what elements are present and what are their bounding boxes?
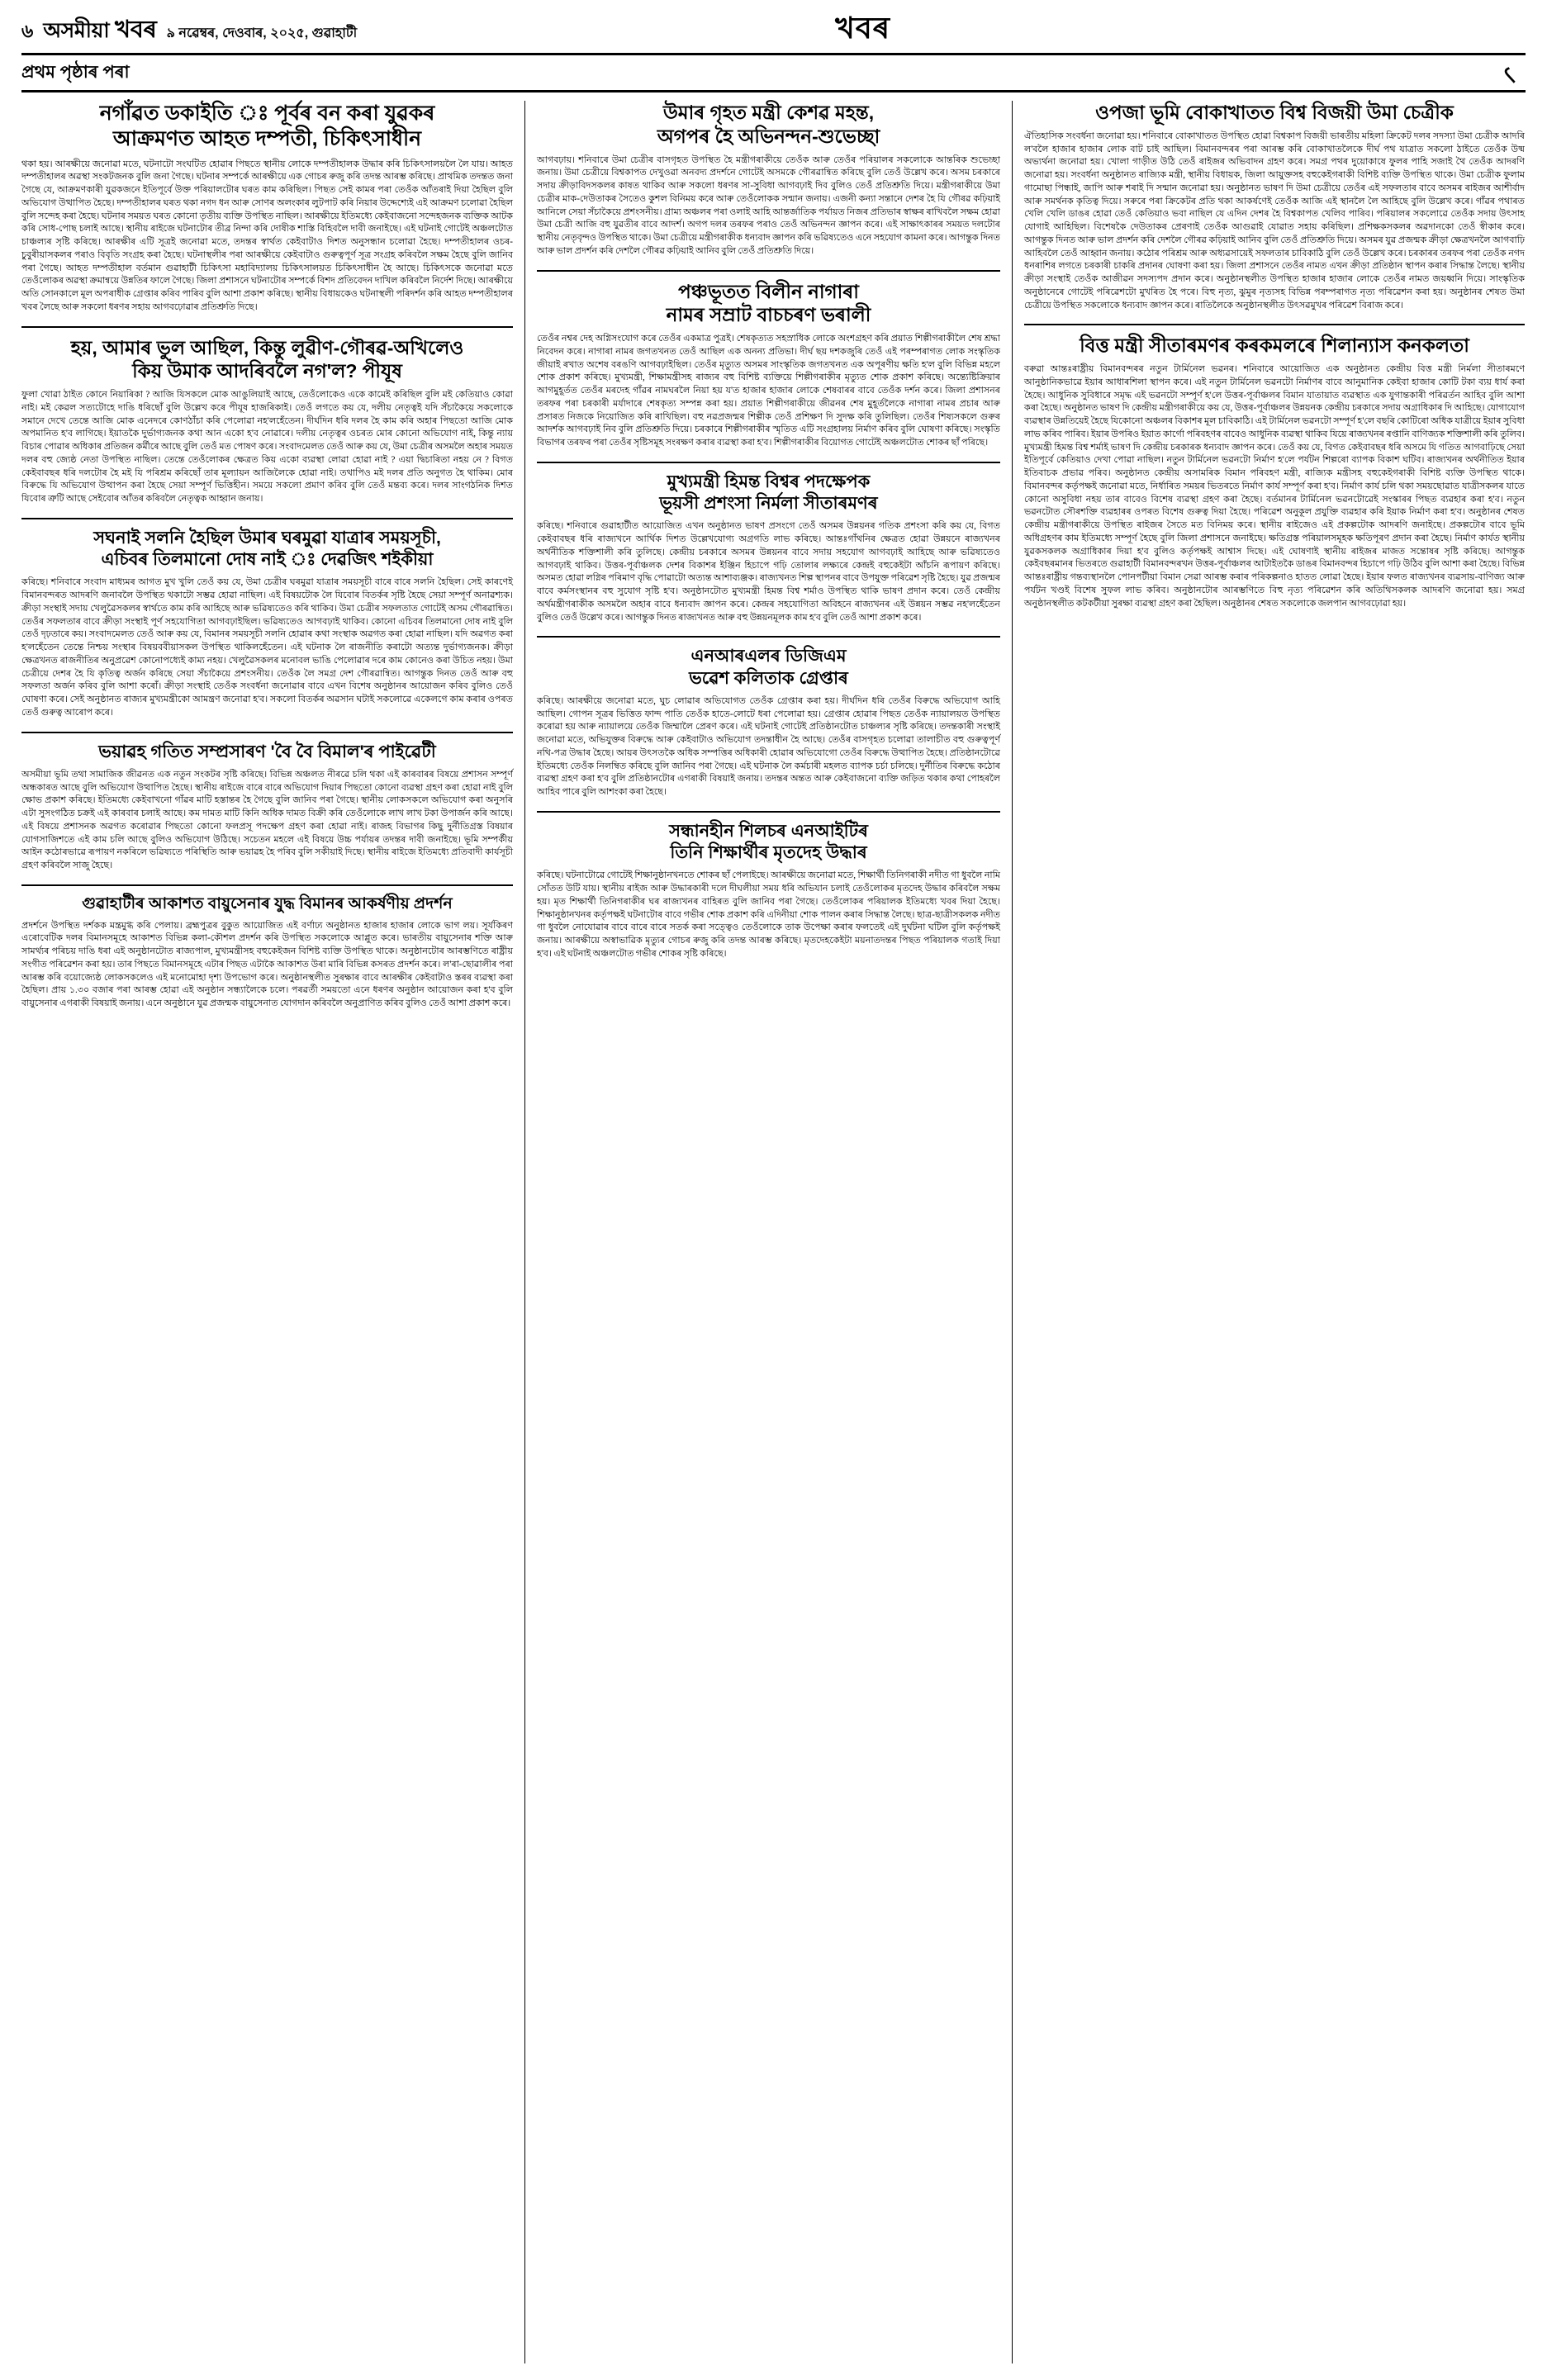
- issue-date: ৯ নৱেম্বৰ, দেওবাৰ, ২০২৫, গুৱাহাটী: [166, 26, 358, 40]
- headline-line: ওপজা ভূমি বোকাখাতত বিশ্ব বিজয়ী উমা চেত্ৰীক: [1095, 102, 1454, 123]
- article-headline: [537, 280, 1000, 328]
- article-body: ঐতিহাসিক সংবৰ্ধনা জনোৱা হয়। শনিবাৰে বোকাখাতত উপস্থিত হোৱা বিশ্বকাপ বিজয়ী ভাৰতীয় মহিলা ক্ৰিকেট দলৰ সদস্যা উমা চেত্ৰীক আদৰি ল'বলৈ হাজাৰ হাজাৰ লোক বাট চাই আছিল। বিমানবন্দৰৰ পৰা আৰম্ভ কৰি বোকাখাতলৈকে দীৰ্ঘ পথ যাত্ৰাত সকলো ঠাইতে তেওঁক উষ্ম অভ্যৰ্থনা জনোৱা হয়। খোলা গাড়ীত উঠি তেওঁ ৰাইজৰ অভিবাদন গ্ৰহণ কৰে। সমগ্ৰ পথৰ দুয়োকাষে ফুলৰ পাহি সজাই থৈ তেওঁক আদৰণি জনোৱা হয়। সংবৰ্ধনা অনুষ্ঠানত ৰাজ্যিক মন্ত্ৰী, স্থানীয় বিধায়ক, জিলা আয়ুক্তসহ বহুকেইগৰাকী বিশিষ্ট ব্যক্তি উপস্থিত থাকে। উমা চেত্ৰীক ফুলাম গামোছা পিন্ধাই, জাপি আৰু শৰাই দি সন্মান জনোৱা হয়। অনুষ্ঠানত ভাষণ দি উমা চেত্ৰীয়ে তেওঁৰ এই সফলতাৰ বাবে অসমৰ ৰাইজৰ আশীৰ্বাদ আৰু সমৰ্থনক কৃতিত্ব দিয়ে। সৰুৰে পৰা ক্ৰিকেটৰ প্ৰতি থকা আকৰ্ষণেই তেওঁক আজি এই স্থানলৈ লৈ আহিছে বুলি উল্লেখ কৰে। গাঁৱৰ পথাৰত খেলি খেলি ডাঙৰ হোৱা তেওঁ কেতিয়াও ভবা নাছিল যে এদিন দেশৰ হৈ বিশ্বকাপত খেলিব পাৰিব। পৰিয়ালৰ সকলোৱে তেওঁক সদায় উৎসাহ যোগাই আহিছিল। বিশেষকৈ দেউতাকৰ প্ৰেৰণাই তেওঁক আগুৱাই যোৱাত সহায় কৰিছিল। প্ৰশিক্ষকসকলৰ অৱদানকো তেওঁ স্বীকাৰ কৰে। আগন্তুক দিনত আৰু ভাল প্ৰদৰ্শন কৰি দেশলৈ গৌৰৱ কঢ়িয়াই আনিব বুলি তেওঁ প্ৰতিশ্ৰুতি দিয়ে। অসমৰ যুৱ প্ৰজন্মক ক্ৰীড়া ক্ষেত্ৰখনলৈ আগবাঢ়ি আহিবলৈ তেওঁ আহ্বান জনায়। কঠোৰ পৰিশ্ৰম আৰু অধ্যৱসায়েই সফলতাৰ চাবিকাঠি বুলি তেওঁ উল্লেখ কৰে। চৰকাৰৰ তৰফৰ পৰা তেওঁক নগদ ধনৰাশিৰ লগতে চৰকাৰী চাকৰি প্ৰদানৰ ঘোষণা কৰা হয়। জিলা প্ৰশাসনে তেওঁৰ নামত এখন ক্ৰীড়া প্ৰতিষ্ঠান স্থাপন কৰাৰ সিদ্ধান্ত লৈছে। স্থানীয় ক্ৰীড়া সংস্থাই তেওঁক আজীৱন সদস্যপদ প্ৰদান কৰে। অনুষ্ঠানস্থলীত উপস্থিত হাজাৰ হাজাৰ লোকে তেওঁৰ নামত জয়ধ্বনি দিয়ে। সাংস্কৃতিক অনুষ্ঠানেৰে গোটেই পৰিৱেশটো মুখৰিত হৈ পৰে। বিহু নৃত্য, ঝুমুৰ নৃত্যসহ বিভিন্ন পৰম্পৰাগত নৃত্য পৰিৱেশন কৰা হয়। অনুষ্ঠানৰ শেষত উমা চেত্ৰীয়ে উপস্থিত সকলোকে ধন্যবাদ জ্ঞাপন কৰে। ৰাতিলৈকে অনুষ্ঠানস্থলীত উৎসৱমুখৰ পৰিৱেশ বিৰাজ কৰে।: [1024, 130, 1525, 311]
- headline-line: হয়, আমাৰ ভুল আছিল, কিন্তু লুৱীণ-গৌৰৱ-অখিলেও: [70, 336, 464, 358]
- column-3: [1013, 101, 1525, 2363]
- article-headline: [1024, 101, 1525, 125]
- paper-name-part2: খবৰ: [114, 16, 157, 43]
- masthead: [21, 12, 1526, 55]
- article-panchabhut: [537, 280, 1000, 450]
- article-headline: [21, 528, 513, 571]
- article-dacoity: [21, 101, 513, 315]
- article-sitharaman-shilanyas: [1024, 334, 1525, 610]
- article-headline: [21, 101, 513, 153]
- article-headline: [21, 894, 513, 914]
- headline-line: গুৱাহাটীৰ আকাশত বায়ুসেনাৰ যুদ্ধ বিমানৰ আকৰ্ষণীয় প্ৰদৰ্শন: [82, 894, 453, 913]
- article-body: প্ৰদৰ্শনে উপস্থিত দৰ্শকক মন্ত্ৰমুগ্ধ কৰি পেলায়। ব্ৰহ্মপুত্ৰৰ বুকুত আয়োজিত এই বৰ্ণাঢ্য অনুষ্ঠানত হাজাৰ হাজাৰ লোকে ভাগ লয়। সূৰ্যকিৰণ এৰোবেটিক দলৰ বিমানসমূহে আকাশত বিভিন্ন কলা-কৌশল প্ৰদৰ্শন কৰি উপস্থিত সকলোকে আপ্লুত কৰে। ভাৰতীয় বায়ুসেনাৰ শক্তি আৰু সামৰ্থ্যৰ পৰিচয় দাঙি ধৰা এই অনুষ্ঠানটোত ৰাজ্যপাল, মুখ্যমন্ত্ৰীসহ বহুকেইজন বিশিষ্ট ব্যক্তি উপস্থিত থাকে। অনুষ্ঠানটোৰ আৰম্ভণিতে ৰাষ্ট্ৰীয় সংগীত পৰিৱেশন কৰা হয়। তাৰ পিছতে বিমানসমূহে এটাৰ পিছত এটাকৈ আকাশত উৰা মাৰি বিভিন্ন কসৰত প্ৰদৰ্শন কৰে। ল'ৰা-ছোৱালীৰ পৰা আৰম্ভ কৰি বয়োজ্যেষ্ঠ লোকসকলেও এই মনোমোহা দৃশ্য উপভোগ কৰে। অনুষ্ঠানস্থলীত সুৰক্ষাৰ বাবে আৰক্ষীৰ কেইবাটাও স্তৰৰ ব্যৱস্থা কৰা হৈছিল। প্ৰায় ১.৩০ বজাৰ পৰা আৰম্ভ হোৱা এই অনুষ্ঠান সন্ধ্যালৈকে চলে। পৰৱৰ্তী সময়তো এনে ধৰণৰ অনুষ্ঠান আয়োজন কৰা হ'ব বুলি বায়ুসেনাৰ এগৰাকী বিষয়াই জনায়। এনে অনুষ্ঠানে যুৱ প্ৰজন্মক বায়ুসেনাত যোগদান কৰিবলৈ অনুপ্ৰাণিত কৰিব বুলিও তেওঁ আশা প্ৰকাশ কৰে।: [21, 920, 513, 1008]
- paper-name: [43, 11, 156, 51]
- columns-container: [21, 101, 1526, 2363]
- headline-line: সন্ধানহীন শিলচৰ এনআইটিৰ: [669, 821, 868, 841]
- divider: [21, 732, 513, 733]
- article-nrl-dgm: [537, 646, 1000, 799]
- article-body: তেওঁৰ নশ্বৰ দেহ অগ্নিসংযোগ কৰে তেওঁৰ একমাত্ৰ পুত্ৰই। শেষকৃত্যত সহস্ৰাধিক লোকে অংশগ্ৰহণ কৰি প্ৰয়াত শিল্পীগৰাকীলৈ শেষ শ্ৰদ্ধা নিবেদন কৰে। নাগাৰা নামৰ জগতখনত তেওঁ আছিল এক অনন্য প্ৰতিভা। দীৰ্ঘ ছয় দশকজুৰি তেওঁ এই পৰম্পৰাগত লোক সংস্কৃতিক জীয়াই ৰখাত অশেষ বৰঙণি আগবঢ়াইছিল। তেওঁৰ মৃত্যুত অসমৰ সাংস্কৃতিক জগতখনত এক অপূৰণীয় ক্ষতি হ'ল বুলি বিভিন্ন মহলে শোক প্ৰকাশ কৰিছে। মুখ্যমন্ত্ৰী, শিক্ষামন্ত্ৰীসহ ৰাজ্যৰ বহু বিশিষ্ট ব্যক্তিয়ে শিল্পীগৰাকীৰ মৃত্যুত শোক প্ৰকাশ কৰিছে। অন্ত্যেষ্টিক্ৰিয়াৰ আগমুহূৰ্তত তেওঁৰ মৰদেহ গাঁৱৰ নামঘৰলৈ নিয়া হয় য'ত হাজাৰ হাজাৰ লোকে শেষবাৰৰ বাবে তেওঁক দৰ্শন কৰে। জিলা প্ৰশাসনৰ তৰফৰ পৰা চৰকাৰী মৰ্যাদাৰে শেষকৃত্য সম্পন্ন কৰা হয়। প্ৰয়াত শিল্পীগৰাকীয়ে জীৱনৰ শেষ মুহূৰ্তলৈকে নাগাৰা নামৰ প্ৰচাৰ আৰু প্ৰসাৰত নিজকে নিয়োজিত কৰি ৰাখিছিল। বহু নৱপ্ৰজন্মৰ শিল্পীক তেওঁ প্ৰশিক্ষণ দি সুদক্ষ কৰি তুলিছিল। তেওঁৰ শিষ্যসকলে গুৰুৰ আদৰ্শক আগবঢ়াই নিব বুলি প্ৰতিশ্ৰুতি দিয়ে। চৰকাৰে শিল্পীগৰাকীৰ স্মৃতিত এটি সংগ্ৰহালয় নিৰ্মাণ কৰিব বুলি ঘোষণা কৰিছে। সংস্কৃতি বিভাগৰ তৰফৰ পৰা তেওঁৰ সৃষ্টিসমূহ সংৰক্ষণ কৰাৰ ব্যৱস্থা কৰা হ'ব। শিল্পীগৰাকীৰ বিয়োগত গোটেই অঞ্চলটোত শোকৰ ছাঁ পৰিছে।: [537, 334, 1000, 448]
- headline-line: মুখ্যমন্ত্ৰী হিমন্ত বিশ্বৰ পদক্ষেপক: [667, 472, 871, 491]
- article-silchar-nit: [537, 821, 1000, 961]
- article-headline: [21, 742, 513, 763]
- paper-name-part1: অসমীয়া: [43, 18, 110, 42]
- article-body: ফুলা খোৱা ঠাইত কোনে নিয়াৰিকা ? আজি যিসকলে মোক আঙুলিয়াই আছে, তেওঁলোকেও একে কামেই কৰিছিল বুলি মই কেতিয়াও কোৱা নাই। মই কেৱল সত্যটোহে দাঙি ধৰিছোঁ বুলি উল্লেখ কৰে পীযূষ হাজৰিকাই। তেওঁ লগতে কয় যে, দলীয় নেতৃত্বই যদি সঁচাকৈয়ে সকলোকে সমানে দেখে তেন্তে আজি মোক এনেদৰে কোণঠাঁচা কৰি পেলোৱা নহ'লহেঁতেন। দীৰ্ঘদিন ধৰি দলৰ হৈ কাম কৰি অহাৰ পিছতো আজি মোক অপমানিত হ'ব লাগিছে। ইয়াতকৈ দুৰ্ভাগ্যজনক কথা আন একো হ'ব নোৱাৰে। দলীয় নেতৃত্বৰ ওচৰত মোৰ কোনো অভিযোগ নাই, কিন্তু ন্যায় বিচাৰ পোৱাৰ অধিকাৰ প্ৰতিজন কৰ্মীৰে আছে বুলি তেওঁ মত পোষণ কৰে। সংবাদমেলত তেওঁ আৰু কয় যে, উমা চেত্ৰীৰ অসমলৈ অহাৰ সময়ত দলৰ বহু জ্যেষ্ঠ নেতা উপস্থিত নাছিল। তেন্তে তেওঁলোকৰ ক্ষেত্ৰত কিয় একো ব্যৱস্থা লোৱা হোৱা নাই ? এয়া দ্বিচাৰিতা নহয় নে ? বিগত কেইবাবছৰ ধৰি দলটোৰ হৈ মই যি পৰিশ্ৰম কৰিছোঁ তাৰ মূল্যায়ন আজিলৈকে হোৱা নাই। তথাপিও মই দলৰ প্ৰতি অনুগত হৈ থাকিম। মোৰ বিৰুদ্ধে যি অভিযোগ উত্থাপন কৰা হৈছে সেয়া সম্পূৰ্ণ ভিত্তিহীন। সময়ে সকলো প্ৰমাণ কৰিব বুলি তেওঁ মন্তব্য কৰে। দলৰ সাংগঠনিক দিশত যিবোৰ ত্ৰুটি আছে সেইবোৰ আঁতৰ কৰিবলৈ নেতৃত্বক আহ্বান জনায়।: [21, 390, 513, 504]
- headline-line: পঞ্চভূতত বিলীন নাগাৰা: [678, 280, 859, 302]
- masthead-left: [21, 11, 357, 51]
- brand-title: খবৰ: [835, 12, 891, 45]
- column-1: [21, 101, 525, 2363]
- article-headline: [537, 472, 1000, 515]
- article-airforce: [21, 894, 513, 1011]
- article-headline: [21, 336, 513, 384]
- article-headline: [1024, 334, 1525, 358]
- article-flight: [21, 528, 513, 720]
- divider: [1024, 324, 1525, 325]
- divider: [537, 811, 1000, 813]
- article-apology: [21, 336, 513, 506]
- ornament-icon: ৻: [1503, 61, 1516, 88]
- headline-line: ভূয়সী প্ৰশংসা নিৰ্মলা সীতাৰমণৰ: [659, 494, 878, 513]
- article-cm-praise: [537, 472, 1000, 625]
- masthead-center: [357, 6, 1369, 55]
- article-bibimalai: [21, 742, 513, 873]
- headline-line: তিনি শিক্ষাৰ্থীৰ মৃতদেহ উদ্ধাৰ: [670, 843, 867, 862]
- article-keshab: [537, 101, 1000, 258]
- article-body: কৰিছে। আৰক্ষীয়ে জনোৱা মতে, ঘুচ লোৱাৰ অভিযোগত তেওঁক গ্ৰেপ্তাৰ কৰা হয়। দীৰ্ঘদিন ধৰি তেওঁৰ বিৰুদ্ধে অভিযোগ আহি আছিল। গোপন সূত্ৰৰ ভিত্তিত ফান্দ পাতি তেওঁক হাতে-লোটে ধৰা পেলোৱা হয়। গ্ৰেপ্তাৰ হোৱাৰ পিছত তেওঁক ন্যায়ালয়ত উপস্থিত কৰোৱা হয় আৰু ন্যায়ালয়ে তেওঁক জিম্মালৈ প্ৰেৰণ কৰে। এই ঘটনাই গোটেই প্ৰতিষ্ঠানটোত চাঞ্চল্যৰ সৃষ্টি কৰিছে। তদন্তকাৰী সংস্থাই জনোৱা মতে, অভিযুক্তৰ বিৰুদ্ধে আৰু কেইবাটাও অভিযোগ তদন্তাধীন হৈ আছে। তেওঁৰ বাসগৃহত চলোৱা তালাচীত বহু গুৰুত্বপূৰ্ণ নথি-পত্ৰ উদ্ধাৰ হৈছে। আয়ৰ উৎসতকৈ অধিক সম্পত্তিৰ অধিকাৰী হোৱাৰ অভিযোগো তেওঁৰ বিৰুদ্ধে উত্থাপিত হৈছে। প্ৰতিষ্ঠানটোৱে ইতিমধ্যে তেওঁক নিলম্বিত কৰিছে বুলি জানিব পৰা গৈছে। এই ঘটনাক লৈ কৰ্মচাৰী মহলত ব্যাপক চৰ্চা চলিছে। দুৰ্নীতিৰ বিৰুদ্ধে কঠোৰ ব্যৱস্থা গ্ৰহণ কৰা হ'ব বুলি প্ৰতিষ্ঠানটোৰ এগৰাকী বিষয়াই জনায়। তদন্তৰ অন্তত আৰু কেইবাজনো ব্যক্তি জড়িত থকাৰ কথা পোহৰলৈ আহিব পাৰে বুলি আশংকা কৰা হৈছে।: [537, 695, 1000, 797]
- divider: [537, 270, 1000, 272]
- article-body: অসমীয়া ভূমি তথা সামাজিক জীৱনত এক নতুন সংকটৰ সৃষ্টি কৰিছে। বিভিন্ন অঞ্চলত নীৰৱে চলি থকা এই কাৰবাৰৰ বিষয়ে প্ৰশাসন সম্পূৰ্ণ অন্ধকাৰত আছে বুলি অভিযোগ উত্থাপিত হৈছে। স্থানীয় ৰাইজে বাৰে বাৰে অভিযোগ দিয়াৰ পিছতো কোনো ব্যৱস্থা গ্ৰহণ কৰা হোৱা নাই বুলি ক্ষোভ প্ৰকাশ কৰিছে। ইতিমধ্যে কেইবাখনো গাঁৱৰ মাটি হস্তান্তৰ হৈ গৈছে বুলি জানিব পৰা গৈছে। স্থানীয় লোকসকলে অভিযোগ কৰা অনুসৰি এটা সুসংগঠিত চক্ৰই এই কাৰবাৰ চলাই আছে। কম দামত মাটি কিনি অধিক দামত বিক্ৰী কৰি তেওঁলোকে লাখ লাখ টকা উপাৰ্জন কৰি আছে। এই বিষয়ে প্ৰশাসনক অৱগত কৰোৱাৰ পিছতো কোনো ফলপ্ৰসূ পদক্ষেপ গ্ৰহণ কৰা হোৱা নাই। ৰাজহ বিভাগৰ কিছু দুৰ্নীতিগ্ৰস্ত বিষয়াৰ যোগসাজিশতে এই কাম চলি আছে বুলিও অভিযোগ উঠিছে। সচেতন মহলে এই বিষয়ে উচ্চ পৰ্যায়ৰ তদন্তৰ দাবী জনাইছে। ভূমি সম্পৰ্কীয় আইন কঠোৰভাৱে ৰূপায়ণ নকৰিলে ভৱিষ্যতে পৰিস্থিতি আৰু ভয়াৱহ হৈ পৰিব বুলি সকীয়াই দিছে। স্থানীয় ৰাইজে ইতিমধ্যে প্ৰতিবাদী কাৰ্যসূচী গ্ৰহণ কৰিবলৈ সাজু হৈছে।: [21, 769, 513, 870]
- section-title: প্ৰথম পৃষ্ঠাৰ পৰা: [21, 63, 130, 82]
- headline-line: এনআৰএলৰ ডিজিএম: [690, 647, 847, 666]
- headline-line: কিয় উমাক আদৰিবলৈ নগ'ল? পীযূষ: [132, 360, 402, 382]
- headline-line: আক্ৰমণত আহত দম্পতী, চিকিৎসাধীন: [112, 127, 422, 151]
- article-body: থকা হয়। আৰক্ষীয়ে জনোৱা মতে, ঘটনাটো সংঘটিত হোৱাৰ পিছতে স্থানীয় লোকে দম্পতীহালক উদ্ধাৰ কৰি চিকিৎসালয়লৈ লৈ যায়। আহত দম্পতীহালৰ অৱস্থা সংকটজনক বুলি জনা গৈছে। ঘটনাৰ সম্পৰ্কে আৰক্ষীয়ে এক গোচৰ ৰুজু কৰি তদন্ত আৰম্ভ কৰিছে। প্ৰাথমিক তদন্তত জনা গৈছে যে, আক্ৰমণকাৰী যুৱকজনে ইতিপূৰ্বে উক্ত পৰিয়ালটোৰ ঘৰত কাম কৰিছিল। পিছত সেই কামৰ পৰা তেওঁক আঁতৰাই দিয়া হৈছিল বুলি অভিযোগ উত্থাপিত হৈছে। দম্পতীহালৰ ঘৰত থকা নগদ ধন আৰু সোণৰ অলংকাৰ লুটপাট কৰি নিয়াৰ উদ্দেশ্যেই এই আক্ৰমণ চলোৱা হৈছিল বুলি সন্দেহ কৰা হৈছে। ঘটনাৰ সময়ত ঘৰত কোনো তৃতীয় ব্যক্তি উপস্থিত নাছিল। আৰক্ষীয়ে ইতিমধ্যে কেইবাজনো সন্দেহজনক ব্যক্তিক আটক কৰি সোধ-পোছ চলাই আছে। স্থানীয় ৰাইজে ঘটনাটোৰ তীব্ৰ নিন্দা কৰি দোষীক শাস্তি বিহিবলৈ দাবী জনাইছে। এই ঘটনাই গোটেই অঞ্চলটোত চাঞ্চল্যৰ সৃষ্টি কৰিছে। আৰক্ষীৰ এটি সূত্ৰই জনোৱা মতে, তদন্তৰ স্বাৰ্থত কেইবাটাও দিশত অনুসন্ধান চলোৱা হৈছে। দম্পতীহালৰ ওচৰ-চুবুৰীয়াসকলৰ পৰাও বিবৃতি সংগ্ৰহ কৰা হৈছে। ঘটনাস্থলীৰ পৰা আৰক্ষীয়ে কেইবাটাও গুৰুত্বপূৰ্ণ সূত্ৰ সংগ্ৰহ কৰিবলৈ সক্ষম হৈছে বুলি জানিব পৰা গৈছে। আহত দম্পতীহাল বৰ্তমান গুৱাহাটী চিকিৎসা মহাবিদ্যালয় চিকিৎসালয়ত চিকিৎসাধীন হৈ আছে। চিকিৎসকে জনোৱা মতে তেওঁলোকৰ অৱস্থা ক্ৰমান্বয়ে উন্নতিৰ ফালে গৈছে। জিলা প্ৰশাসনে ঘটনাটোৰ সম্পৰ্কে বিশদ প্ৰতিবেদন দাখিল কৰিবলৈ নিৰ্দেশ দিছে। আৰক্ষীয়ে অতি সোনকালে মূল অপৰাধীক গ্ৰেপ্তাৰ কৰিব পাৰিব বুলি আশা প্ৰকাশ কৰিছে। স্থানীয় বিধায়কেও ঘটনাস্থলী পৰিদৰ্শন কৰি আহত দম্পতীহালৰ খবৰ লৈছে আৰু সকলো ধৰণৰ সহায় আগবঢ়োৱাৰ প্ৰতিশ্ৰুতি দিছে।: [21, 159, 513, 312]
- article-body: বৰুৱা আন্তঃৰাষ্ট্ৰীয় বিমানবন্দৰৰ নতুন টাৰ্মিনেল ভৱনৰ। শনিবাৰে আয়োজিত এক অনুষ্ঠানত কেন্দ্ৰীয় বিত্ত মন্ত্ৰী নিৰ্মলা সীতাৰমণে আনুষ্ঠানিকভাৱে ইয়াৰ আধাৰশিলা স্থাপন কৰে। এই নতুন টাৰ্মিনেল ভৱনটো নিৰ্মাণৰ বাবে আনুমানিক কেইবা হাজাৰ কোটি টকা ব্যয় ধাৰ্য কৰা হৈছে। আধুনিক সুবিধাৰে সমৃদ্ধ এই ভৱনটো সম্পূৰ্ণ হ'লে উত্তৰ-পূৰ্বাঞ্চলৰ বিমান যাতায়াত ব্যৱস্থাত এক যুগান্তকাৰী পৰিৱৰ্তন আহিব বুলি আশা কৰা হৈছে। অনুষ্ঠানত ভাষণ দি কেন্দ্ৰীয় মন্ত্ৰীগৰাকীয়ে কয় যে, উত্তৰ-পূৰ্বাঞ্চলৰ উন্নয়নক কেন্দ্ৰীয় চৰকাৰে সদায় অগ্ৰাধিকাৰ দি আহিছে। যোগাযোগ ব্যৱস্থাৰ উন্নতিয়েই হৈছে যিকোনো অঞ্চলৰ বিকাশৰ মূল চাবিকাঠি। এই টাৰ্মিনেল ভৱনটো সম্পূৰ্ণ হ'লে বছৰি কোটিৰো অধিক যাত্ৰীয়ে ইয়াৰ সুবিধা লাভ কৰিব পাৰিব। ইয়াৰ উপৰিও ইয়াত কাৰ্গো পৰিবহণৰ বাবেও আধুনিক ব্যৱস্থা থাকিব যিয়ে ৰাজ্যখনৰ ৰপ্তানি বাণিজ্যক শক্তিশালী কৰি তুলিব। মুখ্যমন্ত্ৰী হিমন্ত বিশ্ব শৰ্মাই ভাষণ দি কেন্দ্ৰীয় চৰকাৰক ধন্যবাদ জ্ঞাপন কৰে। তেওঁ কয় যে, বিগত কেইবাবছৰ ধৰি অসমে যি গতিত আগবাঢ়িছে সেয়া ইতিপূৰ্বে কেতিয়াও দেখা পোৱা নাছিল। নতুন টাৰ্মিনেল ভৱনটো নিৰ্মাণ হ'লে পৰ্যটন শিল্পৰো ব্যাপক বিকাশ ঘটিব। ৰাজ্যখনৰ অৰ্থনীতিত ইয়াৰ ইতিবাচক প্ৰভাৱ পৰিব। অনুষ্ঠানত কেন্দ্ৰীয় অসামৰিক বিমান পৰিবহণ মন্ত্ৰী, ৰাজ্যিক মন্ত্ৰীসহ বহুকেইগৰাকী বিশিষ্ট ব্যক্তি উপস্থিত থাকে। বিমানবন্দৰ কৰ্তৃপক্ষই জনোৱা মতে, নিৰ্ধাৰিত সময়ৰ ভিতৰতে নিৰ্মাণ কাৰ্য সম্পূৰ্ণ কৰা হ'ব। নিৰ্মাণ কাৰ্য চলি থকা সময়ছোৱাত যাত্ৰীসকলৰ যাতে কোনো অসুবিধা নহয় তাৰ বাবেও বিশেষ ব্যৱস্থা গ্ৰহণ কৰা হৈছে। বৰ্তমানৰ টাৰ্মিনেল ভৱনটোৱেই সংস্কাৰৰ পিছত ব্যৱহাৰ কৰা হ'ব। নতুন ভৱনটোত সৌৰশক্তি ব্যৱহাৰৰ ওপৰত বিশেষ গুৰুত্ব দিয়া হৈছে। পৰিৱেশ অনুকূল প্ৰযুক্তি ব্যৱহাৰ কৰি ইয়াক নিৰ্মাণ কৰা হ'ব। অনুষ্ঠানৰ শেষত কেন্দ্ৰীয় মন্ত্ৰীগৰাকীয়ে উপস্থিত ৰাইজৰ সৈতে মত বিনিময় কৰে। স্থানীয় ৰাইজেও এই প্ৰকল্পটোক আদৰণি জনাইছে। প্ৰকল্পটোৰ বাবে ভূমি অধিগ্ৰহণৰ কাম ইতিমধ্যে সম্পূৰ্ণ হৈছে বুলি জিলা প্ৰশাসনে জনাইছে। ক্ষতিগ্ৰস্ত পৰিয়ালসমূহক ক্ষতিপূৰণ প্ৰদান কৰা হৈছে। নিৰ্মাণ কাৰ্যত স্থানীয় যুৱকসকলক অগ্ৰাধিকাৰ দিয়া হ'ব বুলিও কৰ্তৃপক্ষই আশ্বাস দিছে। এই ঘোষণাই স্থানীয় ৰাইজৰ মাজত সন্তোষৰ সৃষ্টি কৰিছে। আগন্তুক কেইবছৰমানৰ ভিতৰতে গুৱাহাটী বিমানবন্দৰখন উত্তৰ-পূৰ্বাঞ্চলৰ আটাইতকৈ ডাঙৰ বিমানবন্দৰ হিচাপে গঢ়ি উঠিব বুলি আশা কৰা হৈছে। বিভিন্ন আন্তঃৰাষ্ট্ৰীয় গন্তব্যস্থানলৈ পোনপটীয়া বিমান সেৱা আৰম্ভ কৰাৰ পৰিকল্পনাও হাতত লোৱা হৈছে। ইয়াৰ ফলত ৰাজ্যখনৰ ব্যৱসায়-বাণিজ্য আৰু পৰ্যটন খণ্ডই বিশেষ সুফল লাভ কৰিব। অনুষ্ঠানটোৰ আৰম্ভণিতে বিহু নৃত্য পৰিৱেশন কৰি অতিথিসকলক আদৰণি জনোৱা হয়। সমগ্ৰ অনুষ্ঠানস্থলীত কটকটীয়া সুৰক্ষা ব্যৱস্থা গ্ৰহণ কৰা হৈছিল। অনুষ্ঠানৰ শেষত সকলোকে জলপান আগবঢ়োৱা হয়।: [1024, 364, 1525, 609]
- headline-line: উমাৰ গৃহত মন্ত্ৰী কেশৱ মহন্ত,: [662, 102, 875, 123]
- column-2: [525, 101, 1013, 2363]
- article-headline: [537, 646, 1000, 690]
- article-body: কৰিছে। শনিবাৰে সংবাদ মাধ্যমৰ আগত মুখ খুলি তেওঁ কয় যে, উমা চেত্ৰীৰ ঘৰমুৱা যাত্ৰাৰ সময়সূচী বাৰে বাৰে সলনি হৈছিল। সেই কাৰণেই বিমানবন্দৰত আদৰণি জনাবলৈ উপস্থিত থকাটো সম্ভৱ হোৱা নাছিল। এই বিষয়টোক লৈ যিবোৰ বিতৰ্কৰ সৃষ্টি হৈছে সেয়া সম্পূৰ্ণ অনাৱশ্যক। ক্ৰীড়া সংস্থাই সদায় খেলুৱৈসকলৰ স্বাৰ্থতে কাম কৰি আহিছে আৰু ভৱিষ্যতেও কৰি থাকিব। উমা চেত্ৰীৰ সফলতাত গোটেই অসম গৌৰৱান্বিত। তেওঁৰ সফলতাৰ বাবে ক্ৰীড়া সংস্থাই পূৰ্ণ সহযোগিতা আগবঢ়াইছিল। ভৱিষ্যতেও আগবঢ়াই থাকিব। কোনো এচিবৰ তিলমানো দোষ নাই বুলি তেওঁ দৃঢ়তাৰে কয়। সংবাদমেলত তেওঁ আৰু কয় যে, বিমানৰ সময়সূচী সলনি হোৱাৰ কথা সংস্থাক অৱগত কৰা হোৱা নাছিল। যদি অৱগত কৰা হ'লহেঁতেন তেন্তে নিশ্চয় সংস্থাৰ বিষয়ববীয়াসকল উপস্থিত থাকিলহেঁতেন। এই ঘটনাক লৈ ৰাজনীতি কৰাটো অত্যন্ত দুৰ্ভাগ্যজনক। ক্ৰীড়া ক্ষেত্ৰখনত ৰাজনীতিৰ অনুপ্ৰৱেশ কোনোপধ্যেই কাম্য নহয়। খেলুৱৈসকলৰ মনোবল ভাঙি পেলোৱাৰ দৰে কাম কোনেও কৰা উচিত নহয়। উমা চেত্ৰীয়ে দেশৰ হৈ যি কৃতিত্ব অৰ্জন কৰিছে সেয়া সঁচাকৈয়ে প্ৰশংসনীয়। তেওঁক লৈ সমগ্ৰ দেশ গৌৰৱান্বিত। আগন্তুক দিনত তেওঁ আৰু বহু সফলতা অৰ্জন কৰিব বুলি আশা কৰোঁ। ক্ৰীড়া সংস্থাই তেওঁক সংবৰ্ধনা জনোৱাৰ বাবে এখন বিশেষ অনুষ্ঠানৰ আয়োজন কৰিব বুলিও তেওঁ ঘোষণা কৰে। সেই অনুষ্ঠানত ৰাজ্যৰ মুখ্যমন্ত্ৰীকো আমন্ত্ৰণ জনোৱা হ'ব। সকলো বিতৰ্কৰ অৱসান ঘটাই সকলোৱে একেলগে কাম কৰাৰ ওপৰত তেওঁ গুৰুত্ব আৰোপ কৰে।: [21, 577, 513, 718]
- divider: [21, 884, 513, 886]
- divider: [537, 636, 1000, 638]
- headline-line: নগাঁৱত ডকাইতি ঃ পূৰ্বৰ বন কৰা যুৱকৰ: [99, 102, 435, 125]
- article-umachetri-main: [1024, 101, 1525, 312]
- article-headline: [537, 101, 1000, 149]
- article-headline: [537, 821, 1000, 865]
- article-body: আগবঢ়ায়। শনিবাৰে উমা চেত্ৰীৰ বাসগৃহত উপস্থিত হৈ মন্ত্ৰীগৰাকীয়ে তেওঁক আৰু তেওঁৰ পৰিয়ালৰ সকলোকে আন্তৰিক শুভেচ্ছা জনায়। উমা চেত্ৰীয়ে বিশ্বকাপত দেখুওৱা অনবদ্য প্ৰদৰ্শনে গোটেই অসমকে গৌৰৱান্বিত কৰিছে বুলি তেওঁ উল্লেখ কৰে। অসম চৰকাৰে সদায় ক্ৰীড়াবিদসকলৰ কাষত থাকিব আৰু সকলো ধৰণৰ সা-সুবিধা আগবঢ়াই দিব বুলিও তেওঁ প্ৰতিশ্ৰুতি দিয়ে। মন্ত্ৰীগৰাকীয়ে উমা চেত্ৰীৰ মাক-দেউতাকৰ সৈতেও কুশল বিনিময় কৰে আৰু তেওঁলোকক সন্মান জনায়। এজনী কন্যা সন্তানে দেশৰ হৈ যি গৌৰৱ কঢ়িয়াই আনিলে সেয়া সঁচাকৈয়ে প্ৰশংসনীয়। গ্ৰাম্য অঞ্চলৰ পৰা ওলাই আহি আন্তৰ্জাতিক পৰ্যায়ত নিজৰ প্ৰতিভাৰ স্বাক্ষৰ ৰাখিবলৈ সক্ষম হোৱা উমা চেত্ৰী আজি বহু যুৱতীৰ বাবে আদৰ্শ। অগপ দলৰ তৰফৰ পৰাও তেওঁ অভিনন্দন জ্ঞাপন কৰে। এই সাক্ষাৎকাৰৰ সময়ত দলটোৰ স্থানীয় নেতৃবৃন্দও উপস্থিত থাকে। উমা চেত্ৰীয়ে মন্ত্ৰীগৰাকীক ধন্যবাদ জ্ঞাপন কৰি ভৱিষ্যতেও এনে সহযোগ কামনা কৰে। আগন্তুক দিনত আৰু ভাল প্ৰদৰ্শন কৰি দেশলৈ গৌৰৱ কঢ়িয়াই আনিব বুলি তেওঁ প্ৰতিশ্ৰুতি দিয়ে।: [537, 154, 1000, 256]
- headline-line: বিত্ত মন্ত্ৰী সীতাৰমণৰ কৰকমলৰে শিলান্যাস কনকলতা: [1080, 334, 1469, 357]
- article-body: কৰিছে। শনিবাৰে গুৱাহাটীত আয়োজিত এখন অনুষ্ঠানত ভাষণ প্ৰসংগে তেওঁ অসমৰ উন্নয়নৰ গতিক প্ৰশংসা কৰি কয় যে, বিগত কেইবাবছৰ ধৰি ৰাজ্যখনে আৰ্থিক দিশত উল্লেখযোগ্য অগ্ৰগতি লাভ কৰিছে। আন্তঃগাঁথনিৰ ক্ষেত্ৰত হোৱা উন্নয়নে ৰাজ্যখনৰ অৰ্থনীতিক শক্তিশালী কৰি তুলিছে। কেন্দ্ৰীয় চৰকাৰে অসমৰ উন্নয়নৰ বাবে সদায় সহযোগ আগবঢ়াই আহিছে আৰু ভৱিষ্যতেও আগবঢ়াই থাকিব। উত্তৰ-পূৰ্বাঞ্চলক দেশৰ বিকাশৰ ইঞ্জিন হিচাপে গঢ়ি তোলাৰ লক্ষ্যৰে কেন্দ্ৰই বহুকেইটা আঁচনি ৰূপায়ণ কৰিছে। অসমত হোৱা লগ্নিৰ পৰিমাণ বৃদ্ধি পোৱাটো অত্যন্ত আশাব্যঞ্জক। ৰাজ্যখনত শিল্প স্থাপনৰ বাবে উপযুক্ত পৰিৱেশ সৃষ্টি হৈছে। যুৱ প্ৰজন্মৰ বাবে কৰ্মসংস্থানৰ বহু সুযোগ সৃষ্টি হ'ব। অনুষ্ঠানটোত মুখ্যমন্ত্ৰী হিমন্ত বিশ্ব শৰ্মাও উপস্থিত থাকি ভাষণ প্ৰদান কৰে। তেওঁ কেন্দ্ৰীয় অৰ্থমন্ত্ৰীগৰাকীক অসমলৈ অহাৰ বাবে ধন্যবাদ জ্ঞাপন কৰে। কেন্দ্ৰৰ সহযোগিতা অবিহনে ৰাজ্যখনৰ এই উন্নয়ন সম্ভৱ নহ'লহেঁতেন বুলিও তেওঁ উল্লেখ কৰে। আগন্তুক দিনত ৰাজ্যখনত আৰু বহু উন্নয়নমূলক কাম হ'ব বুলি তেওঁ আশা প্ৰকাশ কৰে।: [537, 521, 1000, 623]
- headline-line: অগপৰ হৈ অভিনন্দন-শুভেচ্ছা: [657, 125, 880, 147]
- headline-line: সঘনাই সলনি হৈছিল উমাৰ ঘৰমুৱা যাত্ৰাৰ সময়সূচী,: [93, 528, 441, 548]
- divider: [537, 462, 1000, 463]
- headline-line: এচিবৰ তিলমানো দোষ নাই ঃ দেৱজিৎ শইকীয়া: [101, 550, 434, 569]
- article-body: কৰিছে। ঘটনাটোৱে গোটেই শিক্ষানুষ্ঠানখনতে শোকৰ ছাঁ পেলাইছে। আৰক্ষীয়ে জনোৱা মতে, শিক্ষাৰ্থী তিনিগৰাকী নদীত গা ধুবলৈ নামি সোঁতত উটি যায়। স্থানীয় ৰাইজ আৰু উদ্ধাৰকাৰী দলে দীঘলীয়া সময় ধৰি অভিযান চলাই তেওঁলোকৰ মৃতদেহ উদ্ধাৰ কৰিবলৈ সক্ষম হয়। মৃত শিক্ষাৰ্থী তিনিগৰাকীৰ ঘৰ ৰাজ্যখনৰ বাহিৰত বুলি জানিব পৰা গৈছে। তেওঁলোকৰ পৰিয়ালক ইতিমধ্যে খবৰ দিয়া হৈছে। শিক্ষানুষ্ঠানখনৰ কৰ্তৃপক্ষই ঘটনাটোৰ বাবে গভীৰ শোক প্ৰকাশ কৰি এদিনীয়া শোক পালন কৰাৰ সিদ্ধান্ত লৈছে। ছাত্ৰ-ছাত্ৰীসকলক নদীত গা ধুবলৈ নোযোৱাৰ বাবে বাৰে বাৰে সতৰ্ক কৰা সত্ত্বেও তেওঁলোকে তাক উপেক্ষা কৰাৰ ফলতেই এই দুৰ্ঘটনা ঘটিল বুলি কৰ্তৃপক্ষই জনায়। আৰক্ষীয়ে অস্বাভাৱিক মৃত্যুৰ গোচৰ ৰুজু কৰি তদন্ত আৰম্ভ কৰিছে। মৃতদেহকেইটা ময়নাতদন্তৰ পিছত পৰিয়ালক গতাই দিয়া হ'ব। এই ঘটনাই অঞ্চলটোত গভীৰ শোকৰ সৃষ্টি কৰিছে।: [537, 870, 1000, 959]
- section-bar: [21, 58, 1526, 92]
- headline-line: ভৱেশ কলিতাক গ্ৰেপ্তাৰ: [689, 668, 848, 688]
- headline-line: ভয়াৱহ গতিত সম্প্ৰসাৰণ 'বৈ বৈ বিমাল'ৰ পাইৱেটী: [98, 742, 436, 761]
- headline-line: নামৰ সম্ৰাট বাচচৰণ ভৰালী: [666, 304, 871, 326]
- page-number: ৬: [21, 20, 34, 41]
- divider: [21, 326, 513, 328]
- divider: [21, 518, 513, 519]
